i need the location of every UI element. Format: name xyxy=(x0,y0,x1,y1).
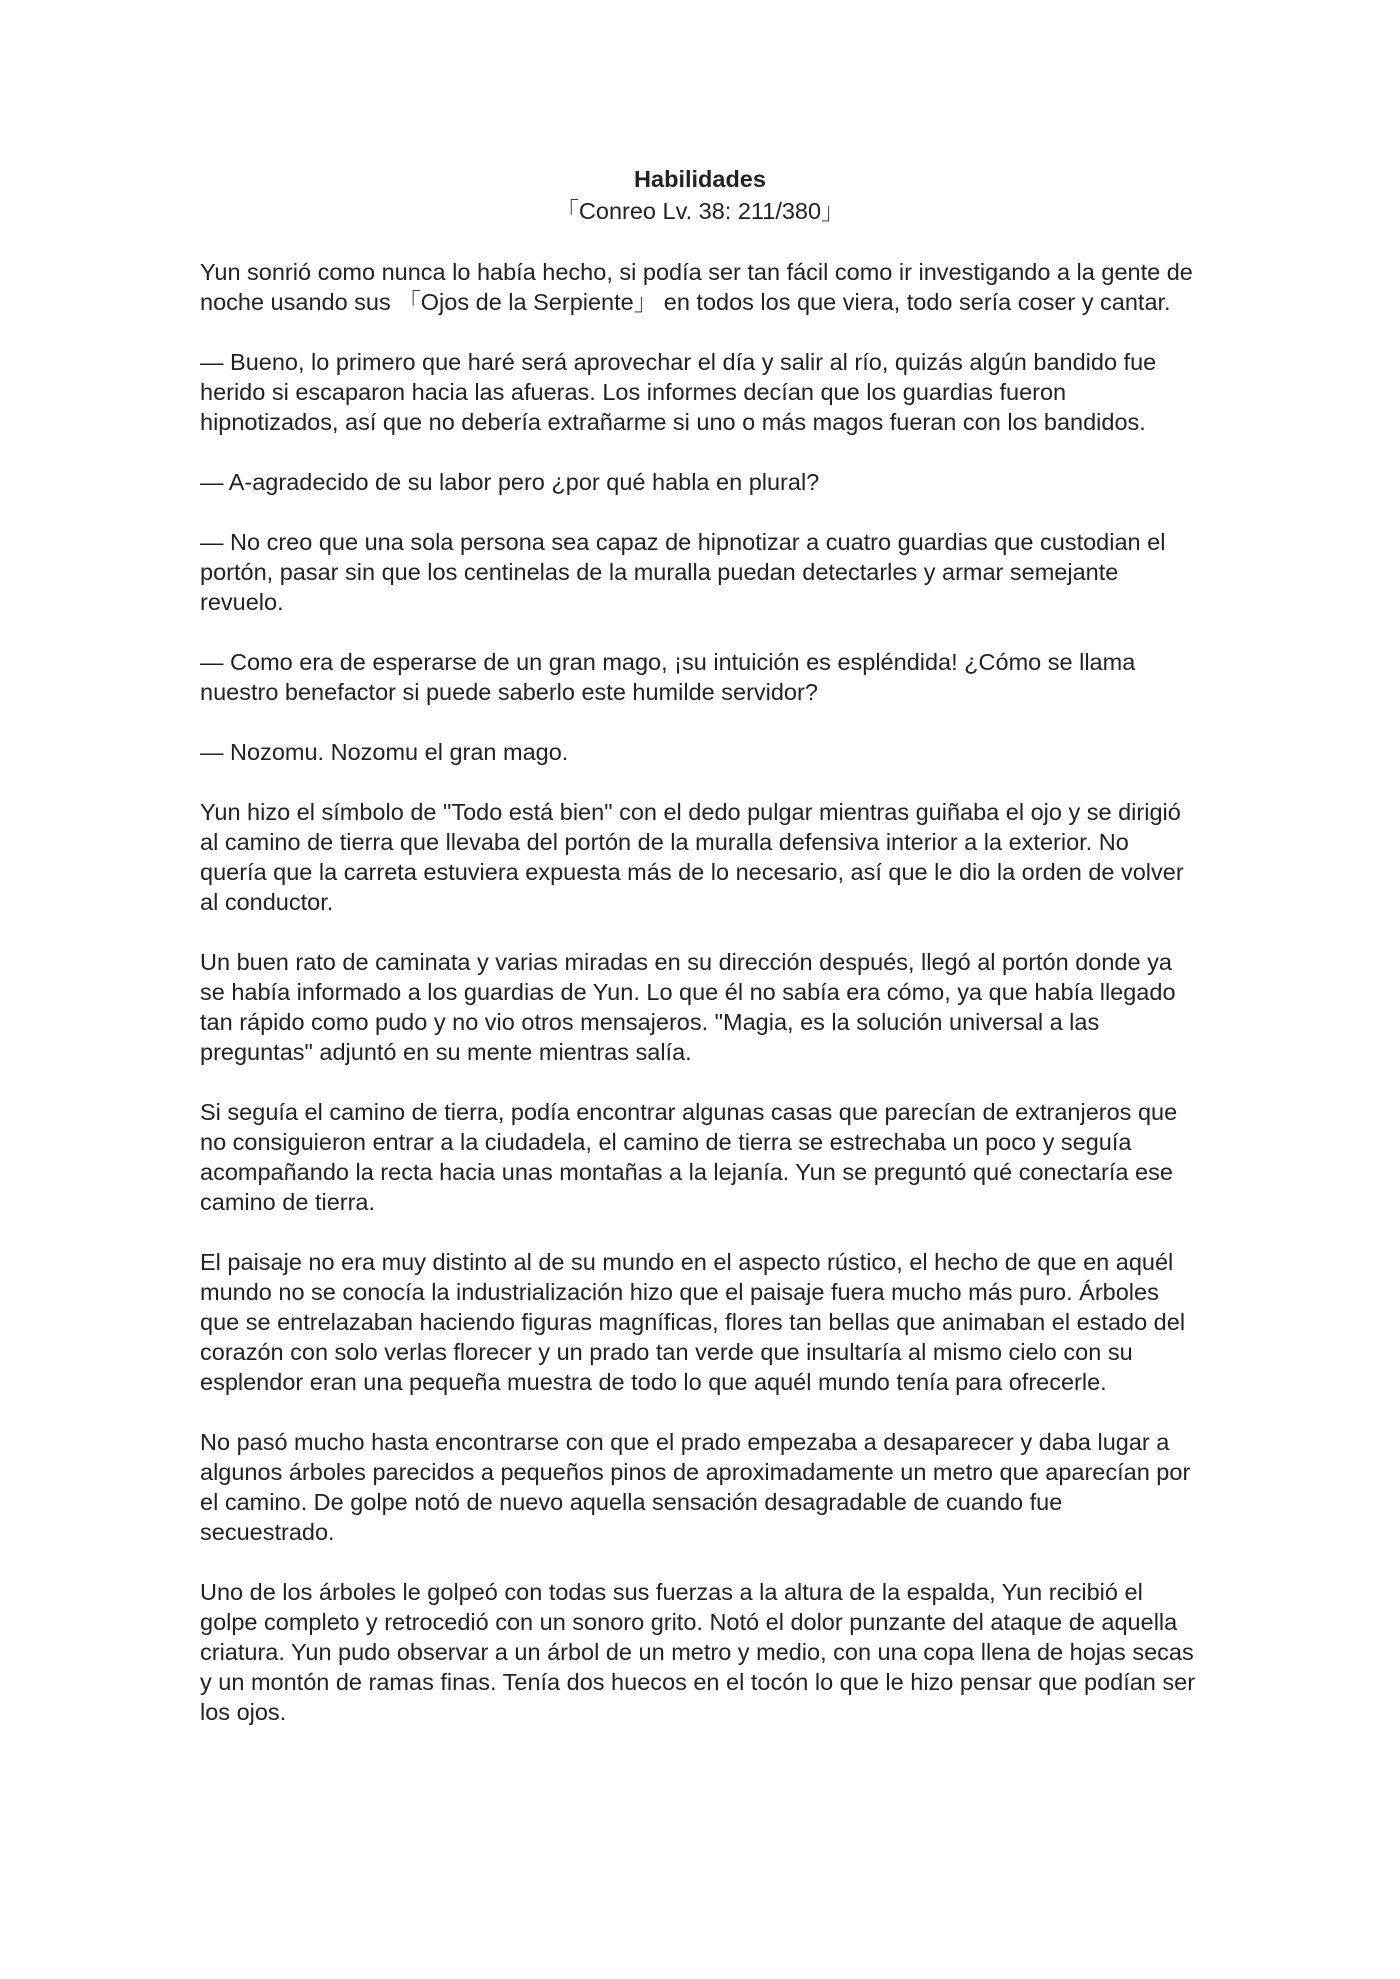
document-page xyxy=(200,163,1200,1757)
skill-level: 「Conreo Lv. 38: 211/380」 xyxy=(555,198,845,224)
section-heading: Habilidades xyxy=(634,166,766,192)
paragraph: Yun hizo el símbolo de "Todo está bien" con el dedo pulgar mientras guiñaba el ojo y se dirigió al camino de tierra que llevaba del portón de la muralla defensiva interior a la exterior. No quería que la carreta estuviera expuesta más de lo necesario, así que le dio la orden de volver al conductor. xyxy=(200,799,1184,915)
paragraph: Yun sonrió como nunca lo había hecho, si podía ser tan fácil como ir investigando a la gente de noche usando sus 「Ojos de la Serpiente」 en todos los que viera, todo sería coser y cantar. xyxy=(200,259,1193,315)
paragraph: — No creo que una sola persona sea capaz de hipnotizar a cuatro guardias que custodian el portón, pasar sin que los centinelas de la muralla puedan detectarles y armar semejante revuelo. xyxy=(200,529,1166,615)
paragraph: — Como era de esperarse de un gran mago, ¡su intuición es espléndida! ¿Cómo se llama nuestro benefactor si puede saberlo este humilde servidor? xyxy=(200,649,1136,705)
paragraph: — Nozomu. Nozomu el gran mago. xyxy=(200,739,569,765)
paragraph: Un buen rato de caminata y varias miradas en su dirección después, llegó al portón donde ya se había informado a los guardias de Yun. Lo que él no sabía era cómo, ya que había llegado tan rápido como pudo y no vio otros mensajeros. "Magia, es la solución universal a las preguntas" adjuntó en su mente mientras salía. xyxy=(200,949,1176,1065)
paragraph: — Bueno, lo primero que haré será aprovechar el día y salir al río, quizás algún bandido fue herido si escaparon hacia las afueras. Los informes decían que los guardias fueron hipnotizados, así que no debería extrañarme si uno o más magos fueran con los bandidos. xyxy=(200,349,1157,435)
paragraph: No pasó mucho hasta encontrarse con que el prado empezaba a desaparecer y daba lugar a algunos árboles parecidos a pequeños pinos de aproximadamente un metro que aparecían por el camino. De golpe notó de nuevo aquella sensación desagradable de cuando fue secuestrado. xyxy=(200,1429,1191,1545)
paragraph: Si seguía el camino de tierra, podía encontrar algunas casas que parecían de extranjeros que no consiguieron entrar a la ciudadela, el camino de tierra se estrechaba un poco y seguía acompañando la recta hacia unas montañas a la lejanía. Yun se preguntó qué conectaría ese camino de tierra. xyxy=(200,1099,1178,1215)
paragraph: Uno de los árboles le golpeó con todas sus fuerzas a la altura de la espalda, Yun recibió el golpe completo y retrocedió con un sonoro grito. Notó el dolor punzante del ataque de aquella criatura. Yun pudo observar a un árbol de un metro y medio, con una copa llena de hojas secas y un montón de ramas finas. Tenía dos huecos en el tocón lo que le hizo pensar que podían ser los ojos. xyxy=(200,1579,1196,1725)
paragraph: — A-agradecido de su labor pero ¿por qué habla en plural? xyxy=(200,469,820,495)
paragraph: El paisaje no era muy distinto al de su mundo en el aspecto rústico, el hecho de que en aquél mundo no se conocía la industrialización hizo que el paisaje fuera mucho más puro. Árboles que se entrelazaban haciendo figuras magníficas, flores tan bellas que animaban el estado del corazón con solo verlas florecer y un prado tan verde que insultaría al mismo cielo con su esplendor eran una pequeña muestra de todo lo que aquél mundo tenía para ofrecerle. xyxy=(200,1249,1186,1395)
